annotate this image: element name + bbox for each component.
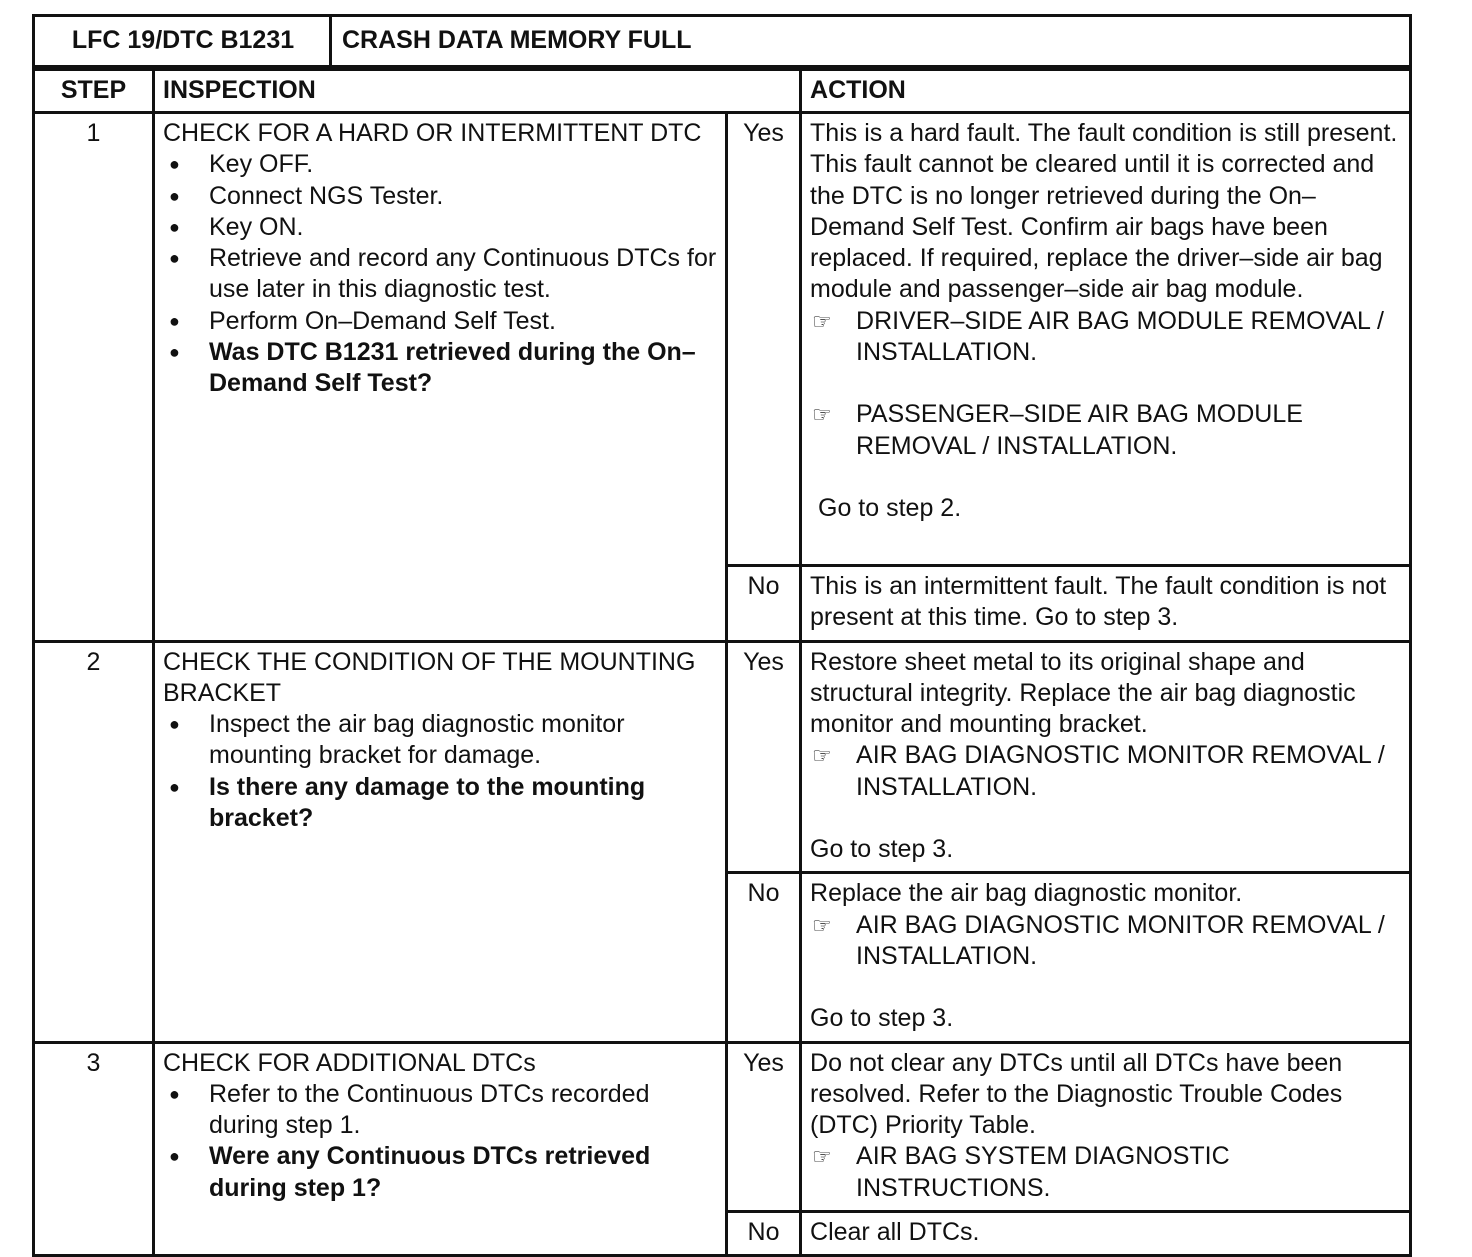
action-text: Replace the air bag diagnostic monitor. (810, 879, 1243, 908)
go-to-step: Go to step 3. (810, 1004, 954, 1033)
inspection-question: ● Were any Continuous DTCs retrieved during step 1? (169, 1142, 651, 1202)
title-row (34, 16, 1411, 67)
answer-no: No (727, 1212, 801, 1256)
action-text: This is an intermittent fault. The fault condition is not present at this time. Go to step 3. (810, 572, 1387, 632)
step-1-yes-row (34, 113, 1411, 566)
reference-link: ☞ AIR BAG DIAGNOSTIC MONITOR REMOVAL / INSTALLATION. (812, 741, 1385, 801)
list-item: ● Perform On–Demand Self Test. (163, 306, 717, 337)
bullet-dot-icon: ● (169, 1146, 180, 1167)
step-2-yes-action (801, 641, 1411, 873)
column-header-action: ACTION (801, 70, 1411, 113)
list-item: ● Inspect the air bag diagnostic monitor mounting bracket for damage. (169, 710, 625, 770)
pointing-hand-icon: ☞ (812, 912, 832, 938)
column-header-inspection: INSPECTION (154, 70, 801, 113)
step-1-inspection (154, 113, 727, 642)
list-item: ● Key ON. (163, 212, 717, 243)
inspection-question: ● Was DTC B1231 retrieved during the On–Demand Self Test? (169, 338, 696, 398)
action-text: Do not clear any DTCs until all DTCs have been resolved. Refer to the Diagnostic Trouble Codes (DTC) Priority Table. (810, 1048, 1343, 1140)
title-table (32, 14, 1412, 68)
step-1-yes-action (801, 113, 1411, 566)
step-number: 1 (34, 113, 154, 642)
pointing-hand-icon: ☞ (812, 1144, 832, 1170)
reference-link: ☞ DRIVER–SIDE AIR BAG MODULE REMOVAL / INSTALLATION. (812, 306, 1384, 367)
pointing-hand-icon: ☞ (812, 402, 832, 428)
inspection-bullet-list (163, 709, 717, 834)
diagnostic-table-sheet (32, 14, 1412, 1257)
bullet-dot-icon: ● (169, 310, 180, 331)
answer-yes: Yes (727, 113, 801, 566)
list-item: ● Retrieve and record any Continuous DTCs for use later in this diagnostic test. (169, 244, 717, 304)
action-text: Clear all DTCs. (810, 1218, 980, 1247)
step-number: 3 (34, 1042, 154, 1256)
reference-link: ☞ AIR BAG SYSTEM DIAGNOSTIC INSTRUCTIONS. (812, 1142, 1230, 1202)
pointing-hand-icon: ☞ (812, 308, 832, 334)
step-2-yes-row (34, 641, 1411, 873)
step-2-no-action (801, 873, 1411, 1042)
answer-no: No (727, 566, 801, 642)
inspection-heading: CHECK THE CONDITION OF THE MOUNTING BRACKET (163, 647, 696, 707)
bullet-dot-icon: ● (169, 154, 180, 175)
inspection-bullet-list (163, 149, 717, 399)
list-item: ● Refer to the Continuous DTCs recorded during step 1. (169, 1079, 650, 1140)
action-text: This is a hard fault. The fault condition is still present. This fault cannot be cleared until it is corrected and the DTC is no longer retrieved during the On–Demand Self Test. Confirm air bags have been replaced. If required, replace the driver–side air bag module and passenger–side air bag module. (810, 119, 1398, 304)
step-3-no-action (801, 1212, 1411, 1256)
dtc-code: LFC 19/DTC B1231 (34, 16, 331, 67)
bullet-dot-icon: ● (169, 216, 180, 237)
bullet-dot-icon: ● (169, 185, 180, 206)
step-3-yes-action (801, 1042, 1411, 1211)
reference-link: ☞ AIR BAG DIAGNOSTIC MONITOR REMOVAL / INSTALLATION. (812, 910, 1385, 970)
inspection-table (32, 68, 1412, 1257)
step-3-inspection (154, 1042, 727, 1256)
answer-yes: Yes (727, 641, 801, 873)
column-header-step: STEP (34, 70, 154, 113)
answer-no: No (727, 873, 801, 1042)
go-to-step: Go to step 3. (810, 835, 954, 864)
action-text: Restore sheet metal to its original shape and structural integrity. Replace the air bag diagnostic monitor and mounting bracket. (810, 647, 1356, 739)
step-number: 2 (34, 641, 154, 1042)
go-to-step: Go to step 2. (818, 493, 962, 522)
inspection-heading: CHECK FOR A HARD OR INTERMITTENT DTC (163, 119, 702, 147)
step-3-yes-row (34, 1042, 1411, 1211)
bullet-dot-icon: ● (169, 248, 180, 269)
inspection-question: ● Is there any damage to the mounting bracket? (169, 772, 646, 833)
answer-yes: Yes (727, 1042, 801, 1211)
dtc-title: CRASH DATA MEMORY FULL (331, 16, 1411, 67)
bullet-dot-icon: ● (169, 1083, 180, 1104)
bullet-dot-icon: ● (169, 776, 180, 797)
bullet-dot-icon: ● (169, 342, 180, 363)
list-item: ● Connect NGS Tester. (163, 181, 717, 212)
pointing-hand-icon: ☞ (812, 743, 832, 769)
inspection-heading: CHECK FOR ADDITIONAL DTCs (163, 1048, 536, 1077)
step-1-no-action (801, 566, 1411, 642)
bullet-dot-icon: ● (169, 714, 180, 735)
reference-link: ☞ PASSENGER–SIDE AIR BAG MODULE REMOVAL / INSTALLATION. (812, 400, 1303, 460)
inspection-bullet-list (163, 1079, 717, 1204)
column-header-row (34, 70, 1411, 113)
list-item: ● Key OFF. (163, 149, 717, 180)
step-2-inspection (154, 641, 727, 1042)
